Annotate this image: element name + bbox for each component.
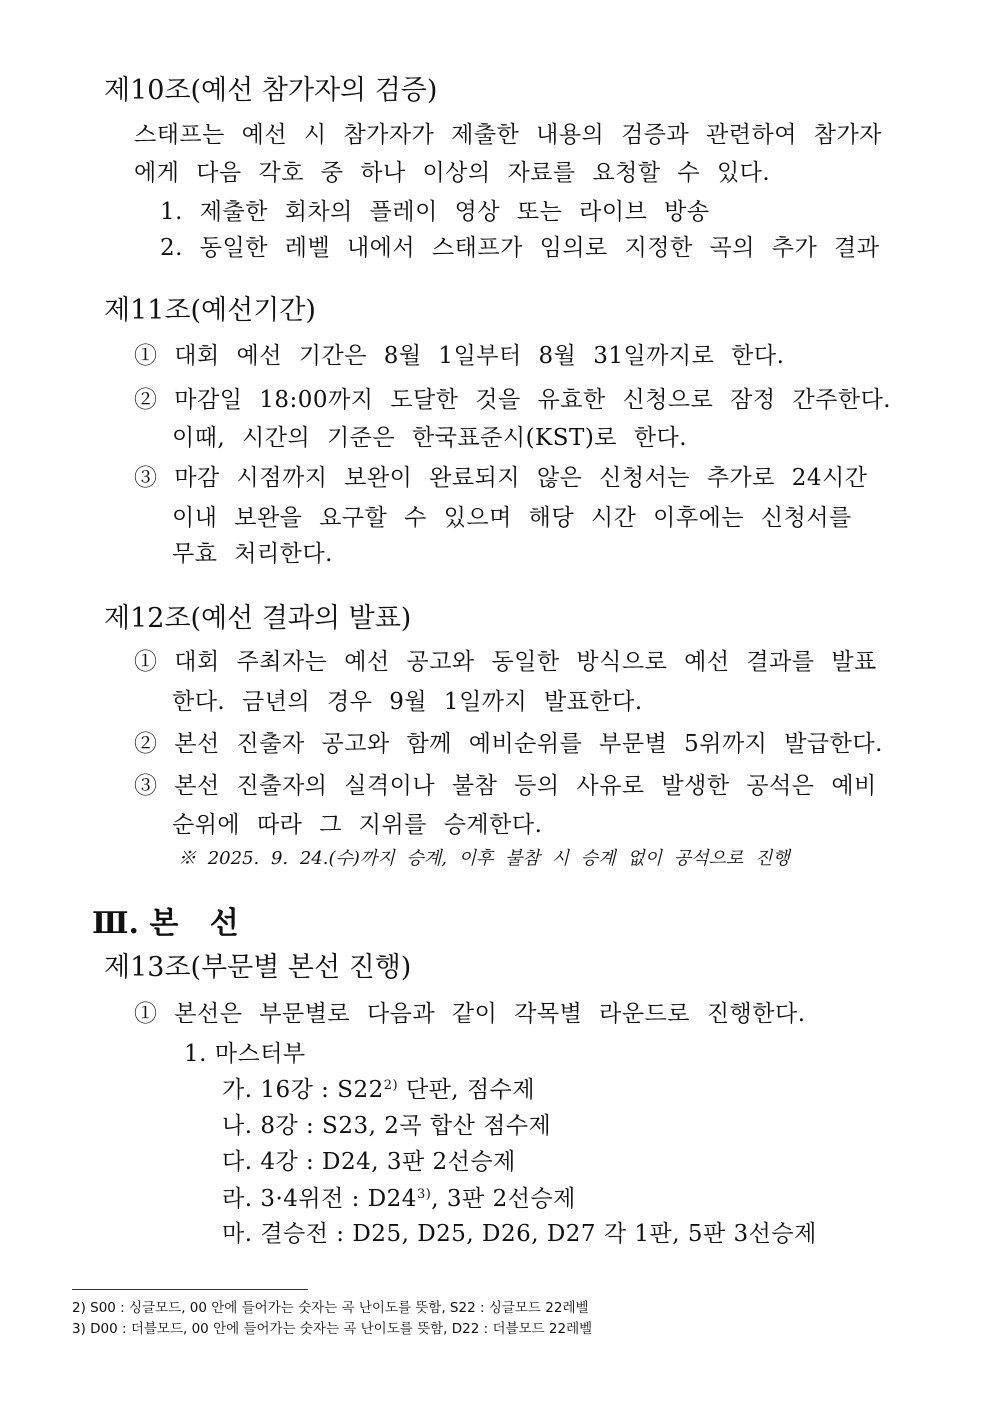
- footnote-ref-2: 2): [383, 1078, 399, 1093]
- article-10-title: 제10조(예선 참가자의 검증): [104, 75, 438, 106]
- article-13-item-ra: [222, 1180, 576, 1213]
- article-13-item-ga: [222, 1071, 535, 1104]
- item-ra-text-rest: , 3판 2선승제: [431, 1186, 576, 1212]
- article-11-clause-1: ① 대회 예선 기간은 8월 1일부터 8월 31일까지로 한다.: [134, 343, 785, 369]
- article-11-clause-2-line-1: ② 마감일 18:00까지 도달한 것을 유효한 신청으로 잠정 간주한다.: [134, 387, 892, 413]
- article-10-paragraph-line-1: 스태프는 예선 시 참가자가 제출한 내용의 검증과 관련하여 참가자: [134, 122, 882, 148]
- article-11-clause-2-line-2: 이때, 시간의 기준은 한국표준시(KST)로 한다.: [172, 425, 688, 451]
- article-12-note: ※ 2025. 9. 24.(수)까지 승계, 이후 불참 시 승계 없이 공석으로 진행: [178, 848, 790, 869]
- article-10-item-2: 2. 동일한 레벨 내에서 스태프가 임의로 지정한 곡의 추가 결과: [160, 235, 880, 261]
- article-12-title: 제12조(예선 결과의 발표): [104, 603, 412, 634]
- item-ra-text: 라. 3·4위전 : D24: [222, 1186, 417, 1212]
- article-13-clause-1: ① 본선은 부문별로 다음과 같이 각목별 라운드로 진행한다.: [134, 1001, 806, 1027]
- article-10-item-1: 1. 제출한 회차의 플레이 영상 또는 라이브 방송: [160, 199, 710, 225]
- article-12-clause-3-line-1: ③ 본선 진출자의 실격이나 불참 등의 사유로 발생한 공석은 예비: [134, 773, 877, 799]
- footnote-ref-3: 3): [416, 1187, 432, 1202]
- article-11-clause-3-line-2: 이내 보완을 요구할 수 있으며 해당 시간 이후에는 신청서를: [172, 505, 852, 531]
- item-ga-text: 가. 16강 : S22: [222, 1077, 384, 1103]
- article-10-paragraph-line-2: 에게 다음 각호 중 하나 이상의 자료를 요청할 수 있다.: [134, 160, 771, 186]
- footnote-2: 2) S00 : 싱글모드, 00 안에 들어가는 숫자는 곡 난이도를 뜻함, S22 : 싱글모드 22레벨: [72, 1300, 589, 1316]
- footnote-3: 3) D00 : 더블모드, 00 안에 들어가는 숫자는 곡 난이도를 뜻함, D22 : 더블모드 22레벨: [72, 1321, 593, 1337]
- article-12-clause-2: ② 본선 진출자 공고와 함께 예비순위를 부문별 5위까지 발급한다.: [134, 731, 883, 757]
- article-12-clause-3-line-2: 순위에 따라 그 지위를 승계한다.: [172, 812, 543, 838]
- article-11-clause-3-line-3: 무효 처리한다.: [172, 541, 333, 567]
- article-12-clause-1-line-2: 한다. 금년의 경우 9월 1일까지 발표한다.: [172, 689, 643, 715]
- footnote-separator: [72, 1289, 308, 1290]
- section-3-heading: Ⅲ. 본 선: [92, 906, 239, 941]
- item-ga-text-rest: 단판, 점수제: [398, 1077, 536, 1103]
- article-12-clause-1-line-1: ① 대회 주최자는 예선 공고와 동일한 방식으로 예선 결과를 발표: [134, 649, 877, 675]
- article-13-subsection-master: 1. 마스터부: [184, 1041, 306, 1067]
- article-13-item-ma: 마. 결승전 : D25, D25, D26, D27 각 1판, 5판 3선승제: [222, 1221, 817, 1247]
- article-11-clause-3-line-1: ③ 마감 시점까지 보완이 완료되지 않은 신청서는 추가로 24시간: [134, 465, 868, 491]
- article-13-title: 제13조(부문별 본선 진행): [104, 952, 412, 983]
- article-11-title: 제11조(예선기간): [104, 295, 316, 326]
- article-13-item-da: 다. 4강 : D24, 3판 2선승제: [222, 1149, 516, 1175]
- article-13-item-na: 나. 8강 : S23, 2곡 합산 점수제: [222, 1113, 552, 1139]
